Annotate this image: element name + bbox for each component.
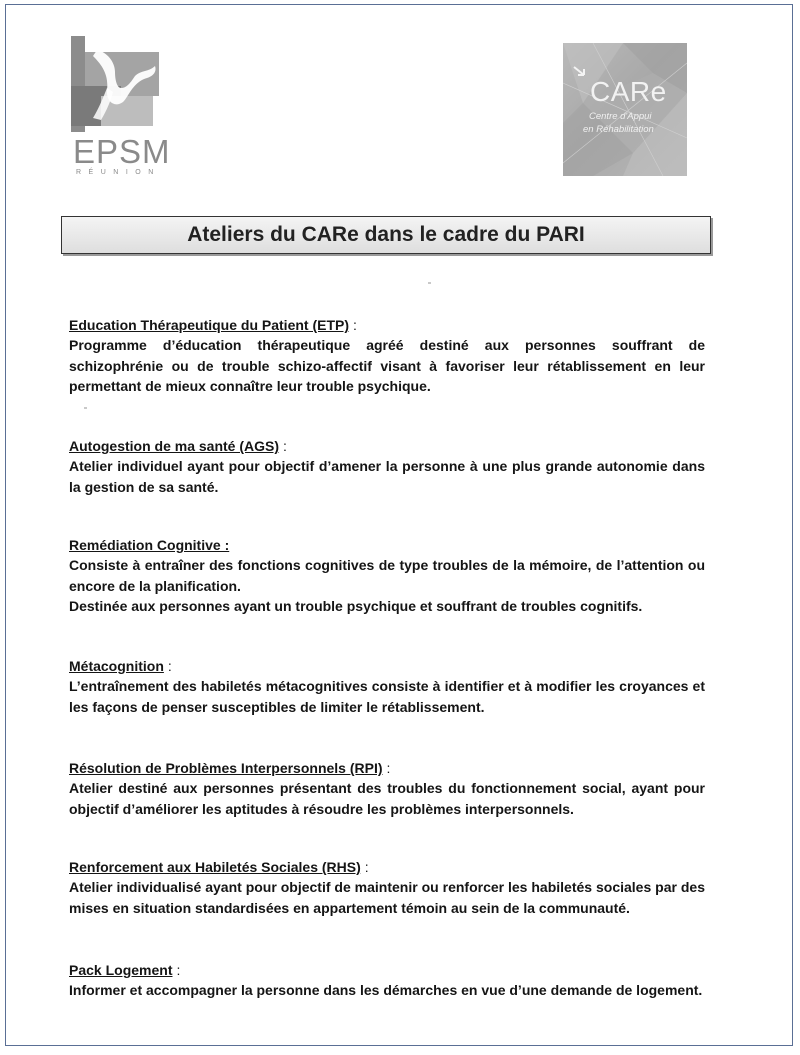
care-logo <box>563 43 687 176</box>
section-heading-text: Métacognition <box>69 658 164 674</box>
section-heading-text: Autogestion de ma santé (AGS) <box>69 438 280 454</box>
care-logo-line2: en Réhabilitation <box>583 124 654 135</box>
section-paragraph: Consiste à entraîner des fonctions cognitives de type troubles de la mémoire, de l’attention ou encore de la planification. <box>69 557 705 594</box>
section-paragraph: Programme d’éducation thérapeutique agréé destiné aux personnes souffrant de schizophrénie ou de trouble schizo-affectif visant à favoriser leur rétablissement en leur permettant de mieux connaître leur trouble psychique. <box>69 337 705 394</box>
section-body <box>69 335 705 397</box>
section-heading-text: Remédiation Cognitive : <box>69 537 230 553</box>
care-logo-text: CARe <box>590 76 667 107</box>
section-heading <box>69 960 705 980</box>
care-logo-line1: Centre d'Appui <box>589 111 652 122</box>
section-heading-colon: : <box>364 859 369 875</box>
arrow-icon <box>572 65 588 79</box>
scan-speck <box>428 282 431 284</box>
epsm-logo-text: EPSM <box>73 133 171 170</box>
section-paragraph: Atelier individualisé ayant pour objectif de maintenir ou renforcer les habiletés sociales par des mises en situation standardisées en appartement témoin au sein de la communauté. <box>69 879 705 916</box>
section-heading <box>69 535 705 555</box>
section-body <box>69 456 705 497</box>
section-ags <box>69 436 705 497</box>
section-heading-text: Renforcement aux Habiletés Sociales (RHS) <box>69 859 361 875</box>
section-heading <box>69 857 705 877</box>
section-heading-colon: : <box>386 760 391 776</box>
scan-speck <box>84 407 87 409</box>
section-paragraph: Atelier individuel ayant pour objectif d’amener la personne à une plus grande autonomie dans la gestion de sa santé. <box>69 458 705 495</box>
section-paragraph: Destinée aux personnes ayant un trouble psychique et souffrant de troubles cognitifs. <box>69 598 643 614</box>
section-rhs <box>69 857 705 918</box>
section-body <box>69 555 705 617</box>
section-body <box>69 676 705 717</box>
section-remediation-cognitive <box>69 535 705 617</box>
section-heading <box>69 758 705 778</box>
section-etp <box>69 315 705 397</box>
section-heading-colon: : <box>167 658 172 674</box>
section-rpi <box>69 758 705 819</box>
section-paragraph: Informer et accompagner la personne dans les démarches en vue d’une demande de logement. <box>69 982 703 998</box>
section-paragraph: Atelier destiné aux personnes présentant des troubles du fonctionnement social, ayant pour objectif d’améliorer les aptitudes à résoudre les problèmes interpersonnels. <box>69 780 705 817</box>
care-background-pattern <box>563 43 687 176</box>
section-heading-colon: : <box>176 962 181 978</box>
section-heading <box>69 656 705 676</box>
section-body <box>69 980 705 1001</box>
epsm-logo <box>71 36 171 176</box>
section-heading-text: Résolution de Problèmes Interpersonnels (RPI) <box>69 760 383 776</box>
section-paragraph: L’entraînement des habiletés métacognitives consiste à identifier et à modifier les croyances et les façons de penser susceptibles de limiter le rétablissement. <box>69 678 705 715</box>
section-heading <box>69 436 705 456</box>
section-body <box>69 877 705 918</box>
section-heading-colon: : <box>353 317 357 333</box>
page-title: Ateliers du CARe dans le cadre du PARI <box>187 223 585 246</box>
epsm-logo-subtitle: RÉUNION <box>76 169 161 176</box>
section-heading-colon: : <box>283 438 287 454</box>
section-pack-logement <box>69 960 705 1001</box>
epsm-emblem-icon <box>71 36 167 136</box>
section-heading <box>69 315 705 335</box>
section-metacognition <box>69 656 705 717</box>
section-heading-text: Pack Logement <box>69 962 173 978</box>
title-banner <box>61 216 711 254</box>
section-body <box>69 778 705 819</box>
section-heading-text: Education Thérapeutique du Patient (ETP) <box>69 317 350 333</box>
